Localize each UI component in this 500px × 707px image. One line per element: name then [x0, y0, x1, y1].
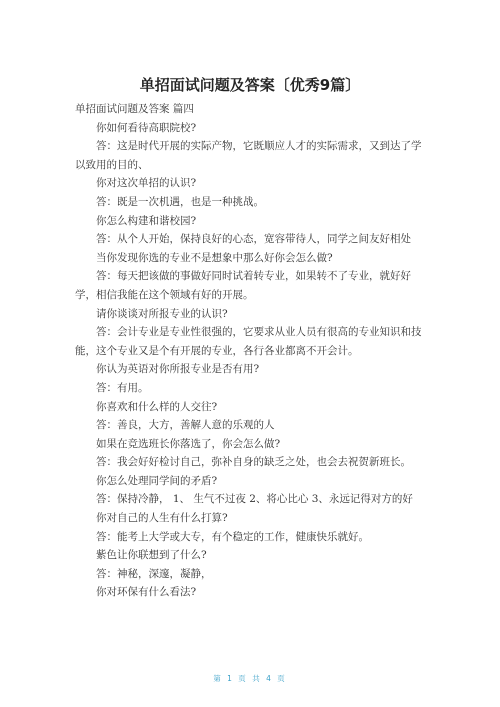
paragraph: 答：每天把该做的事做好同时试着转专业，如果转不了专业，就好好学，相信我能在这个领域有好的开展。 [75, 270, 411, 301]
paragraph: 答：有用。 [96, 381, 149, 394]
document-body [75, 100, 425, 602]
page-footer: 第 1 页 共 4 页 [213, 674, 287, 683]
paragraph: 答：神秘，深邃，凝静， [96, 567, 212, 580]
paragraph: 答：能考上大学或大专，有个稳定的工作，健康快乐就好。 [96, 530, 369, 543]
paragraph: 答：既是一次机遇，也是一种挑战。 [96, 195, 264, 208]
paragraph: 答：这是时代开展的实际产物，它既顺应人才的实际需求，又到达了学以致用的目的、 [75, 140, 422, 171]
paragraph: 你怎么构建和谐校园? [96, 214, 197, 227]
paragraph: 你对环保有什么看法? [96, 586, 197, 599]
paragraph: 答：保持冷静， 1、 生气不过夜 2、将心比心 3、永远记得对方的好 [96, 493, 413, 506]
paragraph: 答：从个人开始，保持良好的心态，宽容带待人，同学之间友好相处 [96, 233, 411, 246]
paragraph: 答：我会好好检讨自己，弥补自身的缺乏之处，也会去祝贺新班长。 [96, 456, 411, 469]
paragraph: 你认为英语对你所报专业是否有用? [96, 363, 260, 376]
paragraph: 当你发现你选的专业不是想象中那么好你会怎么做? [96, 251, 333, 264]
section-heading: 单招面试问题及答案 篇四 [75, 103, 194, 115]
paragraph: 你对这次单招的认识? [96, 177, 197, 190]
paragraph: 请你谈谈对所报专业的认识? [96, 307, 228, 320]
paragraph: 你对自己的人生有什么打算? [96, 512, 228, 525]
paragraph: 答：会计专业是专业性很强的，它要求从业人员有很高的专业知识和技能，这个专业又是个有开展的专业，各行各业都离不开会计。 [75, 326, 422, 357]
paragraph: 你如何看待高职院校? [96, 121, 197, 134]
paragraph: 如果在竞选班长你落选了，你会怎么做? [96, 437, 281, 450]
paragraph: 你怎么处理同学间的矛盾? [96, 474, 218, 487]
document-title: 单招面试问题及答案〔优秀9篇〕 [139, 76, 361, 94]
paragraph: 你喜欢和什么样的人交往? [96, 400, 218, 413]
paragraph: 紫色让你联想到了什么? [96, 549, 207, 562]
paragraph: 答：善良，大方，善解人意的乐观的人 [96, 419, 275, 432]
